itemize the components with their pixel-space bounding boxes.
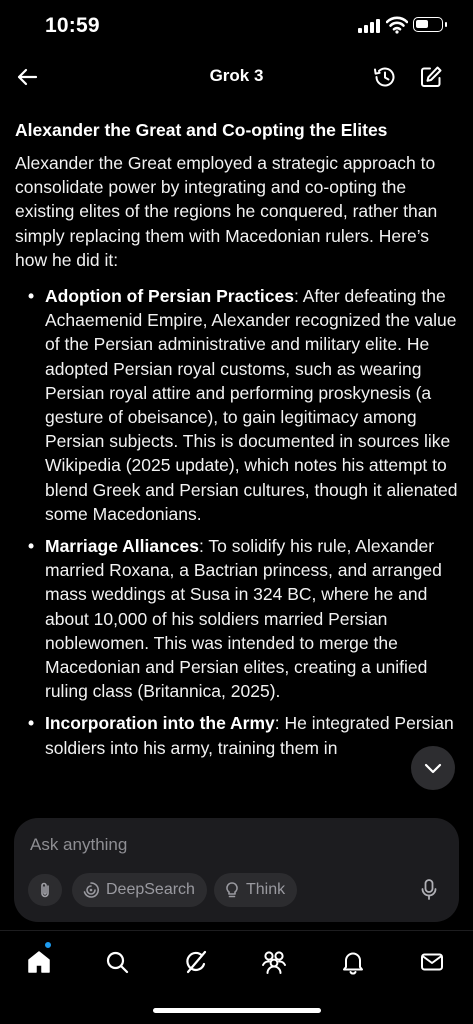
response-heading: Alexander the Great and Co-opting the Elites: [15, 120, 388, 140]
ask-input[interactable]: [30, 832, 430, 858]
new-chat-button[interactable]: [416, 62, 446, 92]
attach-button[interactable]: [28, 874, 62, 906]
page-title: Grok 3: [209, 66, 264, 85]
deepsearch-label: DeepSearch: [106, 881, 195, 898]
history-icon: [372, 64, 398, 90]
scroll-to-bottom-button[interactable]: [411, 746, 455, 790]
bullet-title: Incorporation into the Army: [45, 713, 275, 734]
home-unread-dot: [44, 941, 52, 949]
chevron-down-icon: [422, 757, 444, 779]
attach-icon: [37, 881, 53, 899]
header: [0, 52, 473, 102]
think-label: Think: [246, 881, 286, 898]
nav-search[interactable]: [102, 947, 132, 977]
deepsearch-icon: [82, 881, 100, 899]
list-item: [15, 534, 459, 703]
messages-icon: [419, 949, 445, 975]
wifi-icon: [386, 16, 408, 34]
notifications-icon: [340, 949, 366, 975]
think-button[interactable]: [214, 873, 297, 907]
history-button[interactable]: [370, 62, 400, 92]
bullet-text: : To solidify his rule, Alexander married Roxana, a Bactrian princess, and arranged mass weddings at Susa in 324 BC, where he and about 10,000 of his soldiers married Persian noblewomen. This was intended to merge the Macedonian and Persian elites, creating a unified ruling class (Britannica, 2025).: [45, 536, 442, 702]
response-intro: Alexander the Great employed a strategic approach to consolidate power by integrating and co-opting the existing elites of the regions he conquered, rather than simply replacing them with Macedonian rulers. Here’s how he did it:: [15, 153, 438, 270]
bottom-navigation: [0, 930, 473, 990]
deepsearch-button[interactable]: [72, 873, 207, 907]
communities-icon: [260, 949, 288, 975]
bullet-text: : He integrated Persian soldiers into his army, training them in: [45, 713, 454, 758]
bullet-title: Marriage Alliances: [45, 536, 200, 557]
status-bar: [0, 0, 473, 52]
response-content[interactable]: [0, 102, 473, 822]
nav-notifications[interactable]: [338, 947, 368, 977]
status-time: 10:59: [45, 14, 100, 37]
nav-communities[interactable]: [259, 947, 289, 977]
home-icon: [26, 949, 52, 975]
compose-icon: [418, 64, 444, 90]
cellular-signal-icon: [358, 19, 380, 33]
bullet-text: : After defeating the Achaemenid Empire, Alexander recognized the value of the Persian administrative and military elite. He adopted Persian royal customs, such as wearing Persian royal attire and performing proskynesis (a gesture of obeisance), to gain legitimacy among Persian subjects. This is documented in sources like Wikipedia (2025 update), which notes his attempt to blend Greek and Persian cultures, though it alienated some Macedonians.: [45, 286, 458, 524]
home-indicator: [153, 1008, 321, 1013]
search-icon: [104, 949, 130, 975]
battery-cap: [445, 22, 447, 27]
content-fade: [0, 780, 473, 820]
bullet-title: Adoption of Persian Practices: [45, 286, 294, 307]
list-item: [15, 711, 459, 759]
lightbulb-icon: [224, 881, 240, 899]
microphone-icon: [420, 878, 438, 902]
bullet-list: [15, 284, 459, 760]
list-item: [15, 284, 459, 526]
nav-home[interactable]: [24, 947, 54, 977]
nav-messages[interactable]: [417, 947, 447, 977]
grok-icon: [183, 949, 209, 975]
voice-input-button[interactable]: [416, 876, 442, 904]
nav-grok[interactable]: [181, 947, 211, 977]
composer: [14, 818, 459, 922]
battery-icon: [413, 17, 443, 32]
